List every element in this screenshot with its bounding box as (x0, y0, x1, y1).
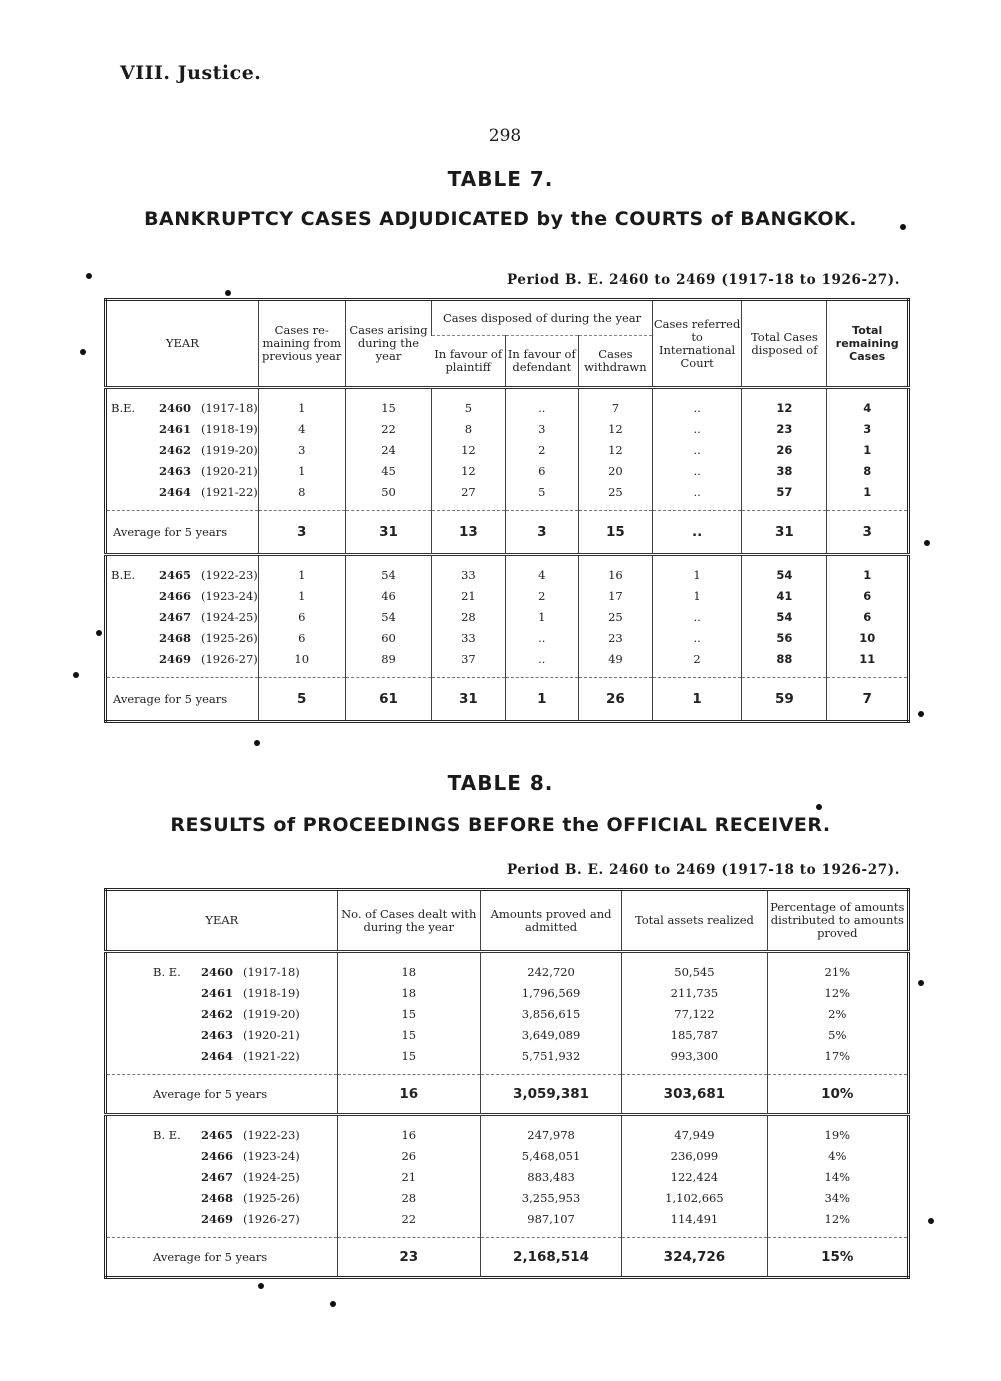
t8-year (106, 1145, 338, 1166)
t7-cell-international: .. (652, 606, 742, 627)
year-ce: (1917-18) (243, 964, 300, 979)
t8-year (106, 1045, 338, 1066)
t8-cell-cases: 15 (337, 1003, 480, 1024)
year-be: 2460 (158, 400, 191, 415)
year-ce: (1923-24) (243, 1148, 300, 1163)
t7-avg1-plaintiff: 13 (432, 511, 505, 555)
t7-cell-total-disposed: 26 (742, 439, 827, 460)
t7-cell-total-remaining: 10 (827, 627, 909, 648)
year-be: 2461 (158, 421, 191, 436)
t7-cell-favour-defendant: .. (505, 648, 579, 669)
t8-avg2-label: Average for 5 years (106, 1238, 338, 1278)
t7-cell-remaining-prev: 8 (258, 481, 345, 502)
t8-header-cases: No. of Cases dealt with during the year (337, 890, 480, 952)
year-be: 2468 (158, 630, 191, 645)
t7-cell-total-disposed: 41 (742, 585, 827, 606)
t8-cell-cases: 18 (337, 961, 480, 982)
t7-cell-total-disposed: 38 (742, 460, 827, 481)
year-ce: (1921-22) (201, 484, 258, 499)
t8-cell-assets: 236,099 (622, 1145, 767, 1166)
year-be: 2468 (200, 1190, 233, 1205)
t7-cell-international: .. (652, 418, 742, 439)
t7-avg2-prev: 5 (258, 678, 345, 722)
t7-header-total-disposed: Total Cases disposed of (742, 300, 827, 388)
t8-cell-percentage: 19% (767, 1124, 908, 1145)
t7-row (106, 418, 909, 439)
t7-cell-favour-plaintiff: 28 (432, 606, 505, 627)
t7-row (106, 648, 909, 669)
t8-avg1-pct: 10% (767, 1075, 908, 1115)
t8-row (106, 1145, 909, 1166)
scan-speck (96, 630, 102, 636)
year-be: 2469 (158, 651, 191, 666)
t7-cell-arising: 22 (345, 418, 432, 439)
t7-cell-international: 1 (652, 564, 742, 585)
t7-row (106, 606, 909, 627)
page-number: 298 (488, 126, 522, 146)
scan-speck (900, 224, 906, 230)
t8-avg2-assets: 324,726 (622, 1238, 767, 1278)
t7-cell-favour-defendant: .. (505, 627, 579, 648)
table7-label: TABLE 7. (447, 167, 554, 191)
t7-cell-favour-defendant: 5 (505, 481, 579, 502)
t8-year (106, 1124, 338, 1145)
t8-cell-proved: 3,649,089 (480, 1024, 621, 1045)
year-prefix: B. E. (153, 1127, 181, 1142)
t8-cell-assets: 211,735 (622, 982, 767, 1003)
t7-cell-total-disposed: 57 (742, 481, 827, 502)
year-ce: (1919-20) (243, 1006, 300, 1021)
t8-cell-cases: 18 (337, 982, 480, 1003)
t8-cell-assets: 114,491 (622, 1208, 767, 1229)
t7-cell-total-remaining: 1 (827, 439, 909, 460)
t7-year (106, 481, 259, 502)
t8-cell-cases: 26 (337, 1145, 480, 1166)
year-ce: (1926-27) (243, 1211, 300, 1226)
year-ce: (1923-24) (201, 588, 258, 603)
scan-speck (918, 980, 924, 986)
t7-avg2-intl: 1 (652, 678, 742, 722)
t7-cell-favour-defendant: 4 (505, 564, 579, 585)
t7-header-international: Cases referred to International Court (652, 300, 742, 388)
t7-header-withdrawn: Cases withdrawn (579, 336, 653, 388)
t8-row (106, 961, 909, 982)
t7-cell-total-disposed: 56 (742, 627, 827, 648)
t7-cell-total-remaining: 6 (827, 606, 909, 627)
t8-cell-cases: 15 (337, 1045, 480, 1066)
t8-cell-assets: 1,102,665 (622, 1187, 767, 1208)
t8-cell-percentage: 34% (767, 1187, 908, 1208)
t7-year (106, 564, 259, 585)
t8-cell-proved: 3,255,953 (480, 1187, 621, 1208)
t7-year (106, 648, 259, 669)
t7-cell-total-disposed: 88 (742, 648, 827, 669)
year-ce: (1918-19) (201, 421, 258, 436)
t7-cell-favour-plaintiff: 33 (432, 627, 505, 648)
scan-speck (86, 273, 92, 279)
t7-avg2-total: 59 (742, 678, 827, 722)
t7-cell-total-remaining: 1 (827, 481, 909, 502)
year-be: 2465 (200, 1127, 233, 1142)
t7-cell-withdrawn: 17 (579, 585, 653, 606)
t7-year (106, 460, 259, 481)
t7-cell-arising: 50 (345, 481, 432, 502)
t7-cell-favour-plaintiff: 5 (432, 397, 505, 418)
t7-cell-favour-plaintiff: 21 (432, 585, 505, 606)
t7-cell-arising: 54 (345, 606, 432, 627)
t7-row (106, 460, 909, 481)
t7-avg1-withdrawn: 15 (579, 511, 653, 555)
t8-header-assets: Total assets realized (622, 890, 767, 952)
table7-title: BANKRUPTCY CASES ADJUDICATED by the COURTS of BANGKOK. (144, 208, 857, 230)
t8-cell-percentage: 12% (767, 1208, 908, 1229)
t8-year (106, 1187, 338, 1208)
t8-avg1-cases: 16 (337, 1075, 480, 1115)
year-ce: (1919-20) (201, 442, 258, 457)
t7-avg2-plaintiff: 31 (432, 678, 505, 722)
table7 (104, 298, 910, 723)
table8-title: RESULTS of PROCEEDINGS BEFORE the OFFICIAL RECEIVER. (170, 814, 831, 836)
t8-cell-percentage: 2% (767, 1003, 908, 1024)
year-be: 2466 (158, 588, 191, 603)
year-be: 2466 (200, 1148, 233, 1163)
t8-cell-assets: 47,949 (622, 1124, 767, 1145)
t7-avg2-defendant: 1 (505, 678, 579, 722)
section-header: VIII. Justice. (120, 62, 262, 84)
t7-header-favour-defendant: In favour of defendant (505, 336, 579, 388)
year-prefix: B.E. (111, 567, 136, 582)
t7-cell-withdrawn: 25 (579, 606, 653, 627)
t8-row (106, 1045, 909, 1066)
scan-speck (73, 672, 79, 678)
table7-period: Period B. E. 2460 to 2469 (1917-18 to 1926-27). (507, 272, 900, 288)
year-be: 2463 (158, 463, 191, 478)
t7-avg1-defendant: 3 (505, 511, 579, 555)
t7-cell-withdrawn: 12 (579, 418, 653, 439)
t7-cell-total-disposed: 54 (742, 606, 827, 627)
t7-row (106, 439, 909, 460)
t7-cell-remaining-prev: 3 (258, 439, 345, 460)
t8-header-percentage: Percentage of amounts distributed to amounts proved (767, 890, 908, 952)
t7-cell-total-remaining: 8 (827, 460, 909, 481)
t8-row (106, 1003, 909, 1024)
t7-header-remaining-prev: Cases re- maining from previous year (258, 300, 345, 388)
t8-year (106, 961, 338, 982)
t7-avg2-withdrawn: 26 (579, 678, 653, 722)
t7-cell-international: .. (652, 627, 742, 648)
t8-header-proved: Amounts proved and admitted (480, 890, 621, 952)
t7-avg2-label: Average for 5 years (106, 678, 259, 722)
t7-year (106, 627, 259, 648)
t8-cell-proved: 242,720 (480, 961, 621, 982)
t8-year (106, 1003, 338, 1024)
t7-avg2-arising: 61 (345, 678, 432, 722)
year-be: 2461 (200, 985, 233, 1000)
scan-speck (258, 1283, 264, 1289)
scan-speck (816, 804, 822, 810)
t7-cell-arising: 54 (345, 564, 432, 585)
t8-cell-cases: 28 (337, 1187, 480, 1208)
t7-header-arising: Cases arising during the year (345, 300, 432, 388)
t7-row (106, 627, 909, 648)
t8-cell-percentage: 14% (767, 1166, 908, 1187)
t7-cell-total-remaining: 1 (827, 564, 909, 585)
t7-cell-withdrawn: 25 (579, 481, 653, 502)
t7-cell-international: 2 (652, 648, 742, 669)
year-be: 2467 (158, 609, 191, 624)
t7-cell-arising: 24 (345, 439, 432, 460)
t8-row (106, 1187, 909, 1208)
year-ce: (1925-26) (201, 630, 258, 645)
t8-avg2-cases: 23 (337, 1238, 480, 1278)
t8-cell-cases: 22 (337, 1208, 480, 1229)
t7-cell-remaining-prev: 6 (258, 627, 345, 648)
t7-cell-favour-plaintiff: 33 (432, 564, 505, 585)
t7-cell-remaining-prev: 10 (258, 648, 345, 669)
t8-cell-proved: 5,751,932 (480, 1045, 621, 1066)
t8-cell-proved: 883,483 (480, 1166, 621, 1187)
t7-cell-total-remaining: 4 (827, 397, 909, 418)
t7-cell-total-remaining: 11 (827, 648, 909, 669)
t8-row (106, 1024, 909, 1045)
t7-cell-remaining-prev: 4 (258, 418, 345, 439)
scan-speck (225, 290, 231, 296)
table8-label: TABLE 8. (447, 771, 554, 795)
year-ce: (1924-25) (201, 609, 258, 624)
t7-cell-favour-defendant: 2 (505, 439, 579, 460)
t7-cell-favour-plaintiff: 12 (432, 460, 505, 481)
t7-cell-remaining-prev: 1 (258, 397, 345, 418)
scan-speck (254, 740, 260, 746)
t7-avg1-prev: 3 (258, 511, 345, 555)
t7-cell-total-remaining: 3 (827, 418, 909, 439)
t7-cell-withdrawn: 20 (579, 460, 653, 481)
t8-cell-assets: 77,122 (622, 1003, 767, 1024)
year-prefix: B. E. (153, 964, 181, 979)
year-be: 2464 (158, 484, 191, 499)
t7-avg1-remaining: 3 (827, 511, 909, 555)
t8-cell-proved: 1,796,569 (480, 982, 621, 1003)
t7-cell-total-remaining: 6 (827, 585, 909, 606)
t8-year (106, 1208, 338, 1229)
year-ce: (1924-25) (243, 1169, 300, 1184)
year-ce: (1918-19) (243, 985, 300, 1000)
t8-cell-assets: 50,545 (622, 961, 767, 982)
year-be: 2467 (200, 1169, 233, 1184)
t8-row (106, 1208, 909, 1229)
t8-year (106, 982, 338, 1003)
t8-avg1-label: Average for 5 years (106, 1075, 338, 1115)
t7-cell-favour-plaintiff: 12 (432, 439, 505, 460)
t7-cell-total-disposed: 23 (742, 418, 827, 439)
year-be: 2465 (158, 567, 191, 582)
t8-cell-proved: 247,978 (480, 1124, 621, 1145)
t7-cell-favour-plaintiff: 27 (432, 481, 505, 502)
t8-cell-percentage: 5% (767, 1024, 908, 1045)
t7-header-disposed-group: Cases disposed of during the year (432, 300, 652, 336)
scan-speck (80, 349, 86, 355)
year-ce: (1922-23) (243, 1127, 300, 1142)
year-ce: (1921-22) (243, 1048, 300, 1063)
t8-avg2-proved: 2,168,514 (480, 1238, 621, 1278)
t8-cell-assets: 185,787 (622, 1024, 767, 1045)
t7-cell-withdrawn: 12 (579, 439, 653, 460)
table8 (104, 888, 910, 1279)
t7-cell-withdrawn: 23 (579, 627, 653, 648)
year-ce: (1920-21) (201, 463, 258, 478)
year-prefix: B.E. (111, 400, 136, 415)
t8-row (106, 982, 909, 1003)
t7-avg2-remaining: 7 (827, 678, 909, 722)
t7-cell-international: .. (652, 481, 742, 502)
t8-row (106, 1166, 909, 1187)
t7-avg1-total: 31 (742, 511, 827, 555)
t8-cell-assets: 122,424 (622, 1166, 767, 1187)
year-ce: (1926-27) (201, 651, 258, 666)
year-be: 2460 (200, 964, 233, 979)
t7-cell-arising: 45 (345, 460, 432, 481)
t7-year (106, 397, 259, 418)
year-be: 2462 (200, 1006, 233, 1021)
t8-cell-assets: 993,300 (622, 1045, 767, 1066)
t7-cell-arising: 46 (345, 585, 432, 606)
year-ce: (1920-21) (243, 1027, 300, 1042)
t7-row (106, 585, 909, 606)
t8-header-year: YEAR (106, 890, 338, 952)
t7-cell-total-disposed: 54 (742, 564, 827, 585)
scan-speck (330, 1301, 336, 1307)
t7-cell-favour-defendant: 2 (505, 585, 579, 606)
t8-cell-proved: 987,107 (480, 1208, 621, 1229)
t7-cell-arising: 15 (345, 397, 432, 418)
t8-cell-cases: 16 (337, 1124, 480, 1145)
t7-year (106, 585, 259, 606)
table8-period: Period B. E. 2460 to 2469 (1917-18 to 1926-27). (507, 862, 900, 878)
t7-cell-favour-plaintiff: 8 (432, 418, 505, 439)
t7-cell-favour-plaintiff: 37 (432, 648, 505, 669)
t7-cell-favour-defendant: 6 (505, 460, 579, 481)
year-ce: (1922-23) (201, 567, 258, 582)
t8-year (106, 1024, 338, 1045)
t8-cell-cases: 21 (337, 1166, 480, 1187)
t7-year (106, 439, 259, 460)
year-ce: (1917-18) (201, 400, 258, 415)
year-be: 2463 (200, 1027, 233, 1042)
t8-cell-cases: 15 (337, 1024, 480, 1045)
t7-cell-withdrawn: 49 (579, 648, 653, 669)
t7-row (106, 397, 909, 418)
year-be: 2469 (200, 1211, 233, 1226)
t7-cell-remaining-prev: 6 (258, 606, 345, 627)
t7-cell-international: .. (652, 397, 742, 418)
t7-cell-favour-defendant: 1 (505, 606, 579, 627)
t7-year (106, 606, 259, 627)
t7-cell-total-disposed: 12 (742, 397, 827, 418)
t7-avg1-arising: 31 (345, 511, 432, 555)
t8-cell-proved: 3,856,615 (480, 1003, 621, 1024)
year-ce: (1925-26) (243, 1190, 300, 1205)
t7-cell-favour-defendant: 3 (505, 418, 579, 439)
t8-avg1-proved: 3,059,381 (480, 1075, 621, 1115)
t7-header-favour-plaintiff: In favour of plaintiff (432, 336, 505, 388)
year-be: 2464 (200, 1048, 233, 1063)
t7-row (106, 564, 909, 585)
t8-cell-proved: 5,468,051 (480, 1145, 621, 1166)
t7-cell-arising: 89 (345, 648, 432, 669)
t8-cell-percentage: 4% (767, 1145, 908, 1166)
t8-year (106, 1166, 338, 1187)
t8-avg2-pct: 15% (767, 1238, 908, 1278)
year-be: 2462 (158, 442, 191, 457)
t8-cell-percentage: 12% (767, 982, 908, 1003)
t7-header-total-remaining: Total remaining Cases (827, 300, 909, 388)
t7-cell-remaining-prev: 1 (258, 585, 345, 606)
t7-avg1-label: Average for 5 years (106, 511, 259, 555)
t8-avg1-assets: 303,681 (622, 1075, 767, 1115)
t7-cell-withdrawn: 7 (579, 397, 653, 418)
scan-speck (928, 1218, 934, 1224)
t7-cell-favour-defendant: .. (505, 397, 579, 418)
t8-cell-percentage: 21% (767, 961, 908, 982)
t7-cell-arising: 60 (345, 627, 432, 648)
t7-year (106, 418, 259, 439)
t7-header-year: YEAR (106, 300, 259, 388)
t7-cell-international: 1 (652, 585, 742, 606)
t7-cell-international: .. (652, 460, 742, 481)
t7-cell-remaining-prev: 1 (258, 564, 345, 585)
t8-cell-percentage: 17% (767, 1045, 908, 1066)
t7-cell-international: .. (652, 439, 742, 460)
scan-speck (918, 711, 924, 717)
t7-row (106, 481, 909, 502)
t7-avg1-intl: .. (652, 511, 742, 555)
t7-cell-remaining-prev: 1 (258, 460, 345, 481)
t7-cell-withdrawn: 16 (579, 564, 653, 585)
t8-row (106, 1124, 909, 1145)
scan-speck (924, 540, 930, 546)
